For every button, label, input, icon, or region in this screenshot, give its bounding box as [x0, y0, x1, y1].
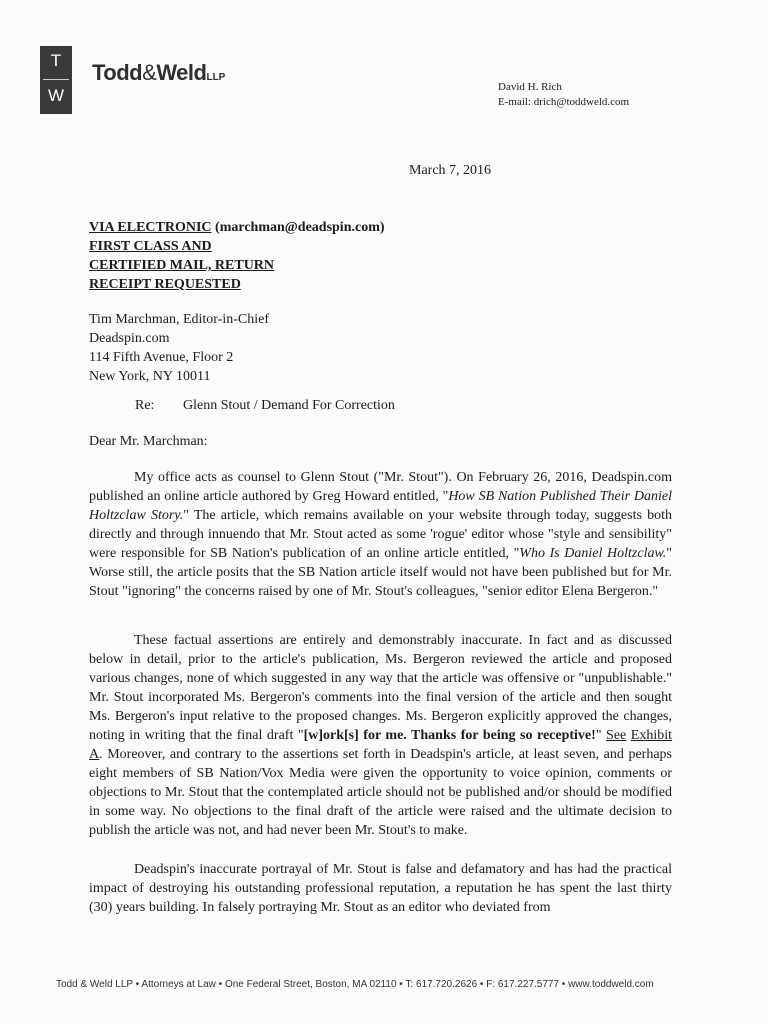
letterhead-footer: Todd & Weld LLP • Attorneys at Law • One Federal Street, Boston, MA 02110 • T: 617.720.2626 • F: 617.227.5777 • www.toddweld.com: [56, 979, 654, 990]
sender-email: E-mail: drich@toddweld.com: [498, 96, 630, 108]
delivery-line-3: CERTIFIED MAIL, RETURN: [89, 258, 275, 273]
recipient-name: Tim Marchman, Editor-in-Chief: [89, 312, 270, 327]
body-paragraph-2: [89, 631, 672, 840]
salutation: Dear Mr. Marchman:: [89, 434, 208, 449]
body-paragraph-1: [89, 468, 672, 601]
firm-name-part2: &: [142, 60, 157, 85]
logo-divider: [43, 79, 69, 80]
p2-text-a: These factual assertions are entirely and demonstrably inaccurate. In fact and as discussed below in detail, prior to the article's publication, Ms. Bergeron reviewed the article and proposed various changes, none of which suggested in any way that the article was offensive or "unpublishable." Mr. Stout incorporated Ms. Bergeron's comments into the final version of the article and then sought Ms. Bergeron's input relative to the proposed changes. Ms. Bergeron explicitly approved the changes, noting in writing that the final draft ": [89, 633, 672, 743]
delivery-method: [89, 218, 385, 294]
p2-text-c: . Moreover, and contrary to the assertions set forth in Deadspin's article, at least seven, and perhaps eight members of SB Nation/Vox Media were given the opportunity to voice opinion, comments or objections to Mr. Stout that the contemplated article should not be published and/or should be modified in some way. No objections to the final draft of the article were raised and the ultimate decision to publish the article was not, and had never been Mr. Stout's to make.: [89, 747, 672, 838]
delivery-line-1: [89, 218, 385, 237]
recipient-address: [89, 310, 269, 386]
recipient-city: New York, NY 10011: [89, 369, 211, 384]
delivery-line-4: RECEIPT REQUESTED: [89, 277, 241, 292]
sender-name: David H. Rich: [498, 81, 562, 93]
p3-text: Deadspin's inaccurate portrayal of Mr. Stout is false and defamatory and has had the practical impact of destroying his outstanding professional reputation, a reputation he has spent the last thirty (30) years building. In falsely portraying Mr. Stout as an editor who deviated from: [89, 862, 672, 915]
firm-name-part1: Todd: [92, 60, 143, 85]
re-subject: Glenn Stout / Demand For Correction: [183, 398, 395, 413]
p2-see: See: [606, 728, 627, 743]
p1-article-title: How SB Nation Published Their Daniel Holtzclaw Story.: [89, 489, 672, 523]
logo-letter-w: W: [47, 86, 65, 105]
p1-text-c: " Worse still, the article posits that the SB Nation article itself would not have been published but for Mr. Stout "ignoring" the concerns raised by one of Mr. Stout's colleagues, "senior editor Elena Bergeron.": [89, 546, 672, 599]
re-line: [135, 398, 395, 414]
delivery-email: (marchman@deadspin.com): [211, 220, 385, 235]
logo-letter-t: T: [50, 51, 62, 70]
firm-name-suffix: LLP: [206, 72, 226, 83]
letter-date: March 7, 2016: [409, 163, 492, 178]
body-paragraph-3: [89, 860, 672, 917]
p2-exhibit-link: Exhibit A: [89, 728, 673, 762]
logo-monogram: [40, 46, 72, 114]
p2-quote: [w]ork[s] for me. Thanks for being so receptive!: [303, 728, 596, 743]
re-label: Re:: [135, 398, 155, 413]
p1-text-b: " The article, which remains available on your website through today, suggests both directly and through innuendo that Mr. Stout acted as some 'rogue' editor whose "style and sensibility" were responsible for SB Nation's publication of an online article entitled, ": [89, 508, 672, 561]
p1-article-title-2: Who Is Daniel Holtzclaw.: [519, 546, 667, 561]
delivery-line-2: FIRST CLASS AND: [89, 239, 212, 254]
firm-name-part3: Weld: [156, 60, 207, 85]
p1-text-a: My office acts as counsel to Glenn Stout ("Mr. Stout"). On February 26, 2016, Deadspin.com published an online article authored by Greg Howard entitled, ": [89, 470, 672, 504]
p2-text-b: ": [595, 728, 607, 743]
recipient-company: Deadspin.com: [89, 331, 170, 346]
delivery-electronic: VIA ELECTRONIC: [89, 220, 212, 235]
sender-info: [498, 80, 629, 110]
firm-name: [92, 60, 225, 86]
recipient-street: 114 Fifth Avenue, Floor 2: [89, 350, 234, 365]
